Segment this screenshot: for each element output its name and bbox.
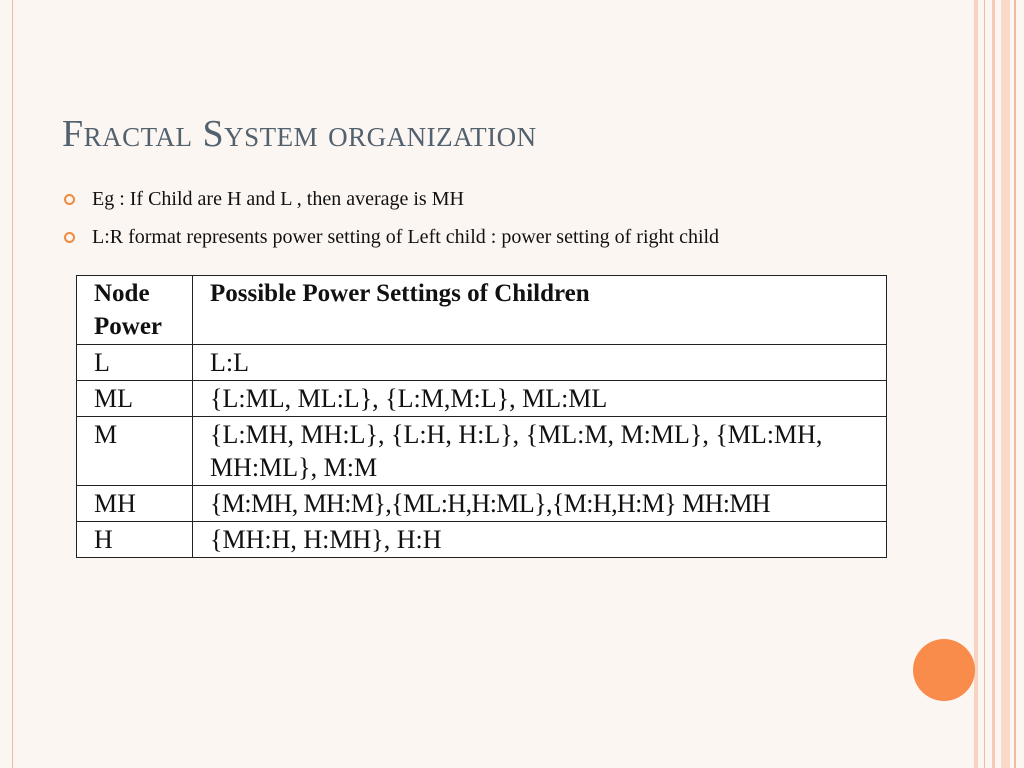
bullet-text: L:R format represents power setting of Left child : power setting of right child [92,226,720,248]
power-settings-table [76,275,887,558]
bullet-text: Eg : If Child are H and L , then average is MH [92,188,464,210]
table-row [77,381,887,417]
circle-bullet-icon [64,232,75,243]
cell-node: ML [77,381,193,417]
header-node-power: Node Power [77,276,193,345]
cell-settings: L:L [193,345,887,381]
cell-settings: {MH:H, H:MH}, H:H [193,522,887,558]
table-row [77,522,887,558]
left-edge-stripe [0,0,13,768]
table-header-row [77,276,887,345]
cell-settings: {L:MH, MH:L}, {L:H, H:L}, {ML:M, M:ML}, {ML:MH, MH:ML}, M:M [193,417,887,486]
circle-bullet-icon [64,194,75,205]
bullet-list [62,186,862,268]
cell-settings: {L:ML, ML:L}, {L:M,M:L}, ML:ML [193,381,887,417]
cell-settings: {M:MH, MH:M},{ML:H,H:ML},{M:H,H:M} MH:MH [193,486,887,522]
table-row [77,345,887,381]
table-row [77,486,887,522]
slide-title: Fractal System organization [62,113,537,155]
right-edge-stripes [974,0,1024,768]
bullet-item [62,186,862,212]
cell-node: MH [77,486,193,522]
cell-node: H [77,522,193,558]
table-row [77,417,887,486]
header-possible-settings: Possible Power Settings of Children [193,276,887,345]
cell-node: M [77,417,193,486]
decorative-orange-circle [913,639,975,701]
cell-node: L [77,345,193,381]
bullet-item [62,224,862,256]
